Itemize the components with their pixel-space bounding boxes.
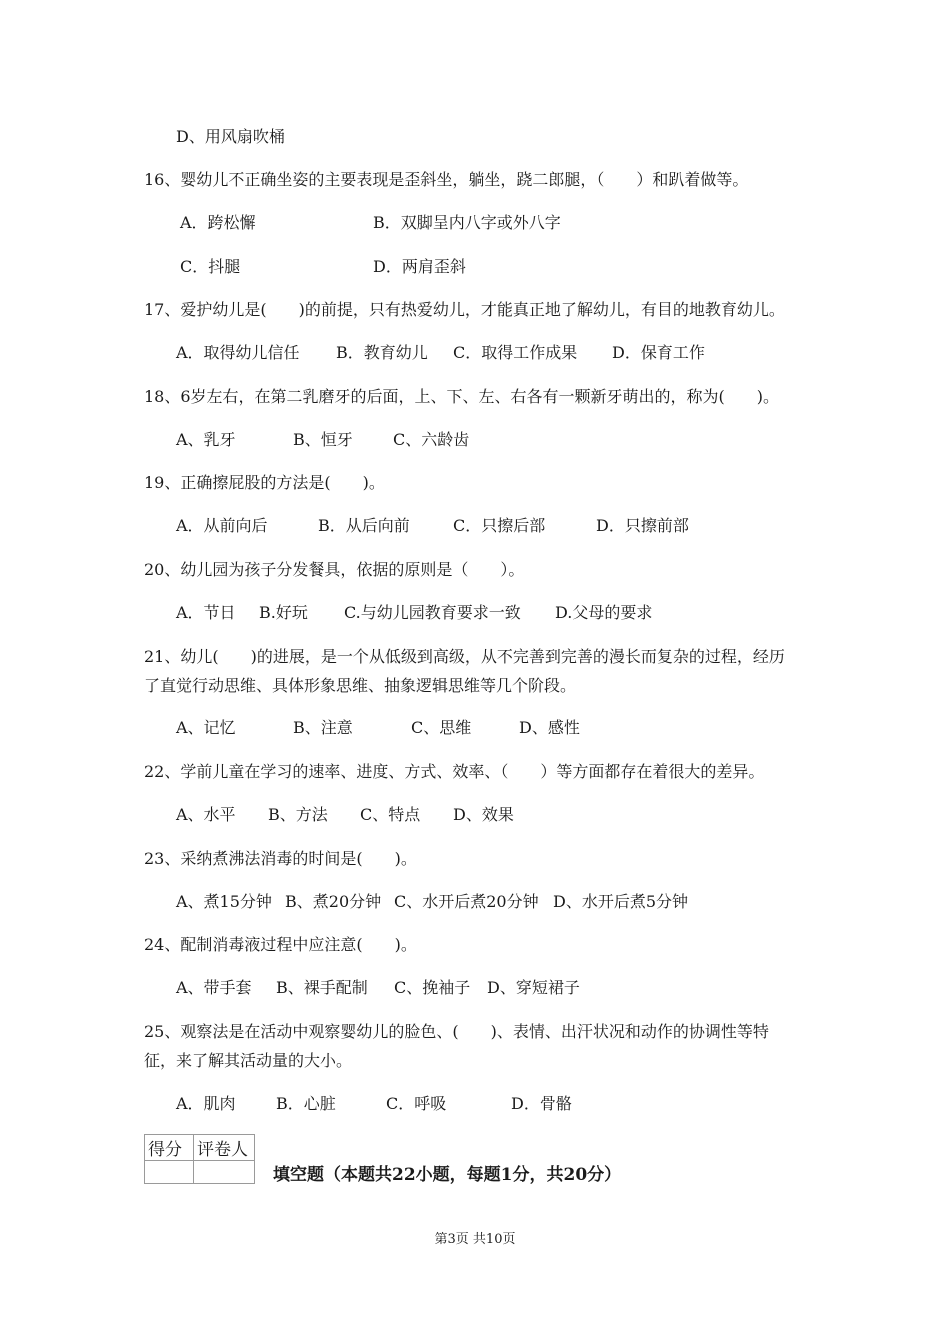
grader-label: 评卷人 — [194, 1135, 255, 1161]
option-d: D．只擦前部 — [596, 516, 689, 535]
option-b: B、煮20分钟 — [285, 892, 382, 911]
option-a: A．跨松懈 — [180, 213, 256, 232]
option-c: C．只擦后部 — [453, 516, 546, 535]
option-b: B、裸手配制 — [276, 978, 368, 997]
question-24-stem: 24、配制消毒液过程中应注意( )。 — [144, 935, 417, 954]
option-d: D．骨骼 — [511, 1094, 572, 1113]
question-22-stem: 22、学前儿童在学习的速率、进度、方式、效率、（ ）等方面都存在着很大的差异。 — [144, 762, 765, 781]
option-d: D．两肩歪斜 — [373, 257, 466, 276]
question-25-stem-line2: 征，来了解其活动量的大小。 — [144, 1051, 353, 1070]
option-c: C、特点 — [360, 805, 421, 824]
option-d: D、水开后煮5分钟 — [553, 892, 689, 911]
option-a: A．从前向后 — [176, 516, 268, 535]
page-footer: 第3页 共10页 — [434, 1232, 516, 1247]
section-title: 填空题（本题共22小题，每题1分，共20分） — [273, 1165, 622, 1185]
option-d: D、效果 — [453, 805, 514, 824]
option-text: D、用风扇吹桶 — [176, 127, 285, 146]
option-b: B．从后向前 — [318, 516, 410, 535]
question-19-stem: 19、正确擦屁股的方法是( )。 — [144, 473, 385, 492]
option-c: C．取得工作成果 — [453, 343, 578, 362]
option-a: A．肌肉 — [176, 1094, 236, 1113]
option-a: A、乳牙 — [176, 430, 236, 449]
grader-cell — [194, 1161, 255, 1184]
question-25-stem-line1: 25、观察法是在活动中观察婴幼儿的脸色、( )、表情、出汗状况和动作的协调性等特 — [144, 1022, 769, 1041]
question-23-stem: 23、采纳煮沸法消毒的时间是( )。 — [144, 849, 417, 868]
option-d: D、穿短裙子 — [487, 978, 580, 997]
option-c: C、挽袖子 — [394, 978, 471, 997]
option-b: B．双脚呈内八字或外八字 — [373, 213, 561, 232]
option-a: A．节日 — [176, 603, 236, 622]
option-c: C、水开后煮20分钟 — [394, 892, 539, 911]
option-a: A、带手套 — [176, 978, 252, 997]
option-b: B．教育幼儿 — [336, 343, 428, 362]
option-d: D、感性 — [519, 718, 580, 737]
option-d: D．保育工作 — [612, 343, 705, 362]
option-b: B、注意 — [293, 718, 353, 737]
question-16-stem: 16、婴幼儿不正确坐姿的主要表现是歪斜坐，躺坐，跷二郎腿，（ ）和趴着做等。 — [144, 170, 749, 189]
option-b: B.好玩 — [259, 603, 308, 622]
score-label: 得分 — [145, 1135, 194, 1161]
option-c: C.与幼儿园教育要求一致 — [344, 603, 521, 622]
option-a: A、煮15分钟 — [176, 892, 272, 911]
option-a: A．取得幼儿信任 — [176, 343, 300, 362]
option-b: B、恒牙 — [293, 430, 353, 449]
option-b: B、方法 — [268, 805, 328, 824]
question-17-stem: 17、爱护幼儿是( )的前提，只有热爱幼儿，才能真正地了解幼儿，有目的地教育幼儿。 — [144, 300, 785, 319]
question-21-stem-line2: 了直觉行动思维、具体形象思维、抽象逻辑思维等几个阶段。 — [144, 676, 577, 695]
option-c: C．呼吸 — [386, 1094, 447, 1113]
option-d: D.父母的要求 — [555, 603, 653, 622]
option-c: C．抖腿 — [180, 257, 241, 276]
option-a: A、水平 — [176, 805, 236, 824]
option-b: B．心脏 — [276, 1094, 336, 1113]
option-c: C、思维 — [411, 718, 472, 737]
score-cell — [145, 1161, 194, 1184]
question-18-stem: 18、6岁左右，在第二乳磨牙的后面，上、下、左、右各有一颗新牙萌出的，称为( )。 — [144, 387, 780, 406]
score-table — [144, 1134, 255, 1184]
option-c: C、六龄齿 — [393, 430, 470, 449]
question-20-stem: 20、幼儿园为孩子分发餐具，依据的原则是（ ）。 — [144, 560, 525, 579]
option-a: A、记忆 — [176, 718, 236, 737]
question-21-stem-line1: 21、幼儿( )的进展，是一个从低级到高级，从不完善到完善的漫长而复杂的过程，经历 — [144, 647, 785, 666]
